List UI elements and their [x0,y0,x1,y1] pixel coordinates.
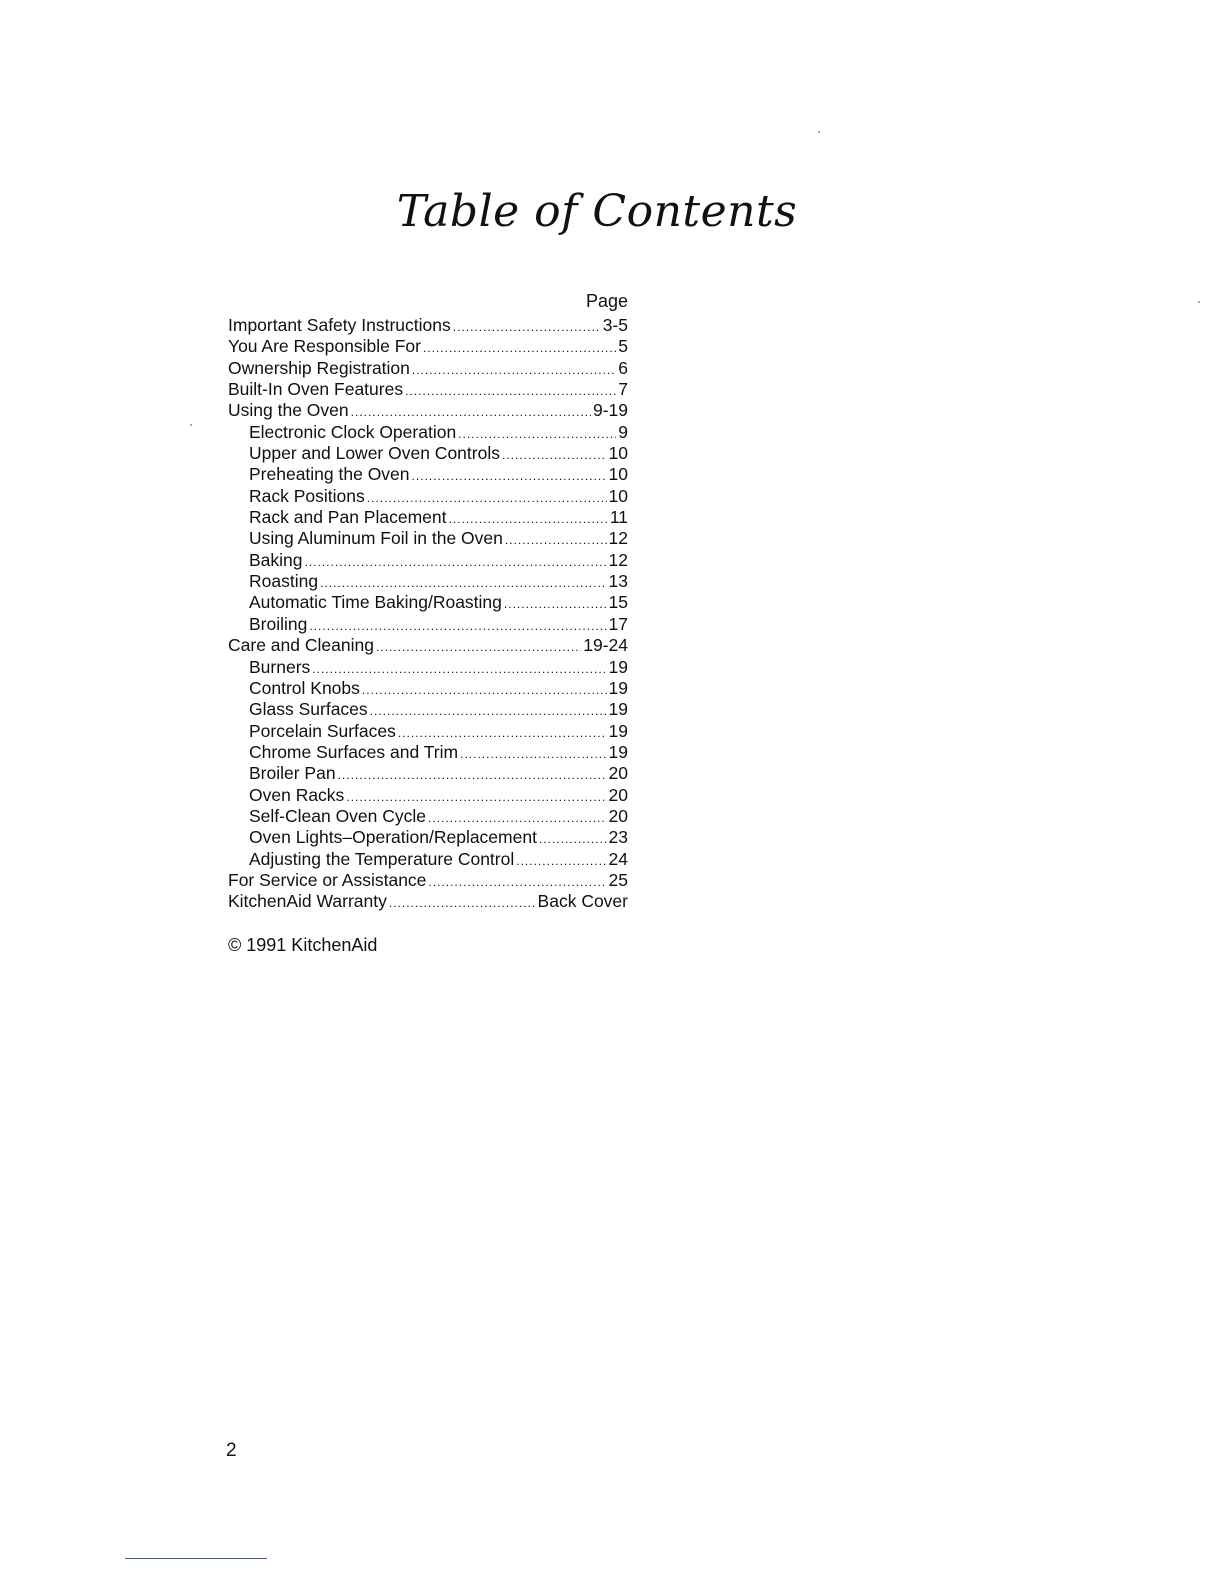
dot-leader [389,893,536,914]
toc-entry [228,400,628,421]
toc-entry-page: 19-24 [583,635,628,656]
dot-leader [362,680,607,701]
copyright-notice: © 1991 KitchenAid [228,935,378,955]
toc-subentry [228,464,628,485]
toc-entry-page: 19 [608,656,628,677]
toc-entry [228,635,628,656]
toc-entry-label: Adjusting the Temperature Control [249,848,515,869]
toc-subentry [228,827,628,848]
toc-entry-page: 23 [608,827,628,848]
toc-entry-label: Preheating the Oven [249,464,410,485]
toc-entry-label: Chrome Surfaces and Trim [249,741,459,762]
toc-subentry [228,614,628,635]
toc-subentry [228,550,628,571]
toc-subentry [228,785,628,806]
toc-entry-page: 15 [608,592,628,613]
toc-entry-page: 10 [608,464,628,485]
toc-entry-page: 20 [608,763,628,784]
dot-leader [376,637,581,658]
toc-entry-page: 20 [608,784,628,805]
toc-subentry [228,486,628,507]
toc-entry-label: Burners [249,656,311,677]
toc-entry-page: 20 [608,805,628,826]
toc-entry-label: Automatic Time Baking/Roasting [249,592,502,613]
toc-entry-label: You Are Responsible For [228,336,421,357]
dot-leader [453,317,601,338]
toc-entry-label: KitchenAid Warranty [228,891,387,912]
toc-entry-page: 5 [618,336,628,357]
toc-subentry [228,507,628,528]
toc-subentry [228,742,628,763]
toc-entry [228,358,628,379]
dot-leader [367,488,607,509]
toc-entry-page: 9-19 [592,400,628,421]
toc-entry [228,870,628,891]
toc-subentry [228,849,628,870]
dot-leader [412,466,607,487]
toc-subentry [228,678,628,699]
dot-leader [320,573,606,594]
toc-entry-label: Upper and Lower Oven Controls [249,443,500,464]
toc-entry-page: 12 [608,528,628,549]
table-of-contents [228,290,628,913]
dot-leader [312,659,606,680]
toc-entry-label: Care and Cleaning [228,635,374,656]
toc-subentry [228,528,628,549]
toc-entry-page: 12 [608,549,628,570]
toc-entry-page: 7 [618,379,628,400]
toc-entry-page: 19 [608,677,628,698]
dot-leader [539,829,607,850]
page-column-header: Page [585,291,628,311]
dot-leader [405,381,616,402]
dot-leader [428,872,606,893]
toc-entry-label: Oven Racks [249,784,345,805]
toc-entry-label: Rack Positions [249,485,365,506]
dot-leader [346,787,606,808]
dot-leader [428,808,607,829]
toc-entry-page: 11 [609,507,628,528]
scan-speck [1198,301,1200,303]
dot-leader [412,360,616,381]
toc-entry-label: Control Knobs [249,677,360,698]
toc-entry-page: 25 [608,869,628,890]
toc-entry-page: 24 [608,848,628,869]
toc-entry-page: 19 [608,741,628,762]
toc-entry-page: Back Cover [537,891,628,912]
toc-subentry [228,422,628,443]
toc-entry-page: 6 [618,357,628,378]
toc-entry-page: 19 [608,699,628,720]
scan-speck [818,131,820,133]
toc-subentry [228,571,628,592]
toc-entry-label: Self-Clean Oven Cycle [249,805,427,826]
dot-leader [502,445,607,466]
toc-entry-label: Roasting [249,571,319,592]
toc-entry-label: Broiler Pan [249,763,336,784]
toc-entry [228,315,628,336]
toc-entry [228,336,628,357]
toc-entry-page: 17 [608,613,628,634]
toc-entry-label: Ownership Registration [228,357,410,378]
dot-leader [448,509,607,530]
toc-entry-page: 10 [608,485,628,506]
scan-edge-line [125,1558,267,1559]
toc-subentry [228,806,628,827]
dot-leader [370,701,607,722]
toc-subentry [228,721,628,742]
toc-subentry [228,592,628,613]
toc-entry-label: For Service or Assistance [228,869,427,890]
toc-entry-page: 10 [608,443,628,464]
dot-leader [305,552,607,573]
toc-entry-label: Porcelain Surfaces [249,720,396,741]
dot-leader [505,530,607,551]
dot-leader [398,723,607,744]
toc-entry-page: 9 [618,421,628,442]
toc-subentry [228,443,628,464]
toc-subentry [228,699,628,720]
page-number: 2 [226,1440,237,1461]
toc-entry-page: 13 [608,571,628,592]
toc-subentry [228,657,628,678]
page-title: Table of Contents [396,186,798,237]
toc-entry-label: Using the Oven [228,400,349,421]
toc-entry-label: Broiling [249,613,308,634]
dot-leader [458,424,616,445]
toc-entry-label: Rack and Pan Placement [249,507,447,528]
dot-leader [460,744,606,765]
toc-entry-label: Important Safety Instructions [228,315,451,335]
scan-speck [190,424,192,426]
toc-entry [228,379,628,400]
toc-entry-label: Electronic Clock Operation [249,421,457,442]
toc-entry-page: 19 [608,720,628,741]
toc-entry-label: Oven Lights–Operation/Replacement [249,827,537,848]
toc-entry [228,891,628,912]
dot-leader [516,851,606,872]
toc-entry-label: Using Aluminum Foil in the Oven [249,528,503,549]
dot-leader [504,594,607,615]
dot-leader [338,765,607,786]
toc-entry-label: Built-In Oven Features [228,379,404,400]
dot-leader [351,402,591,423]
toc-subentry [228,763,628,784]
dot-leader [309,616,606,637]
toc-entry-label: Glass Surfaces [249,699,368,720]
toc-entry-label: Baking [249,549,303,570]
toc-entry-page: 3-5 [602,315,628,335]
dot-leader [423,338,616,359]
